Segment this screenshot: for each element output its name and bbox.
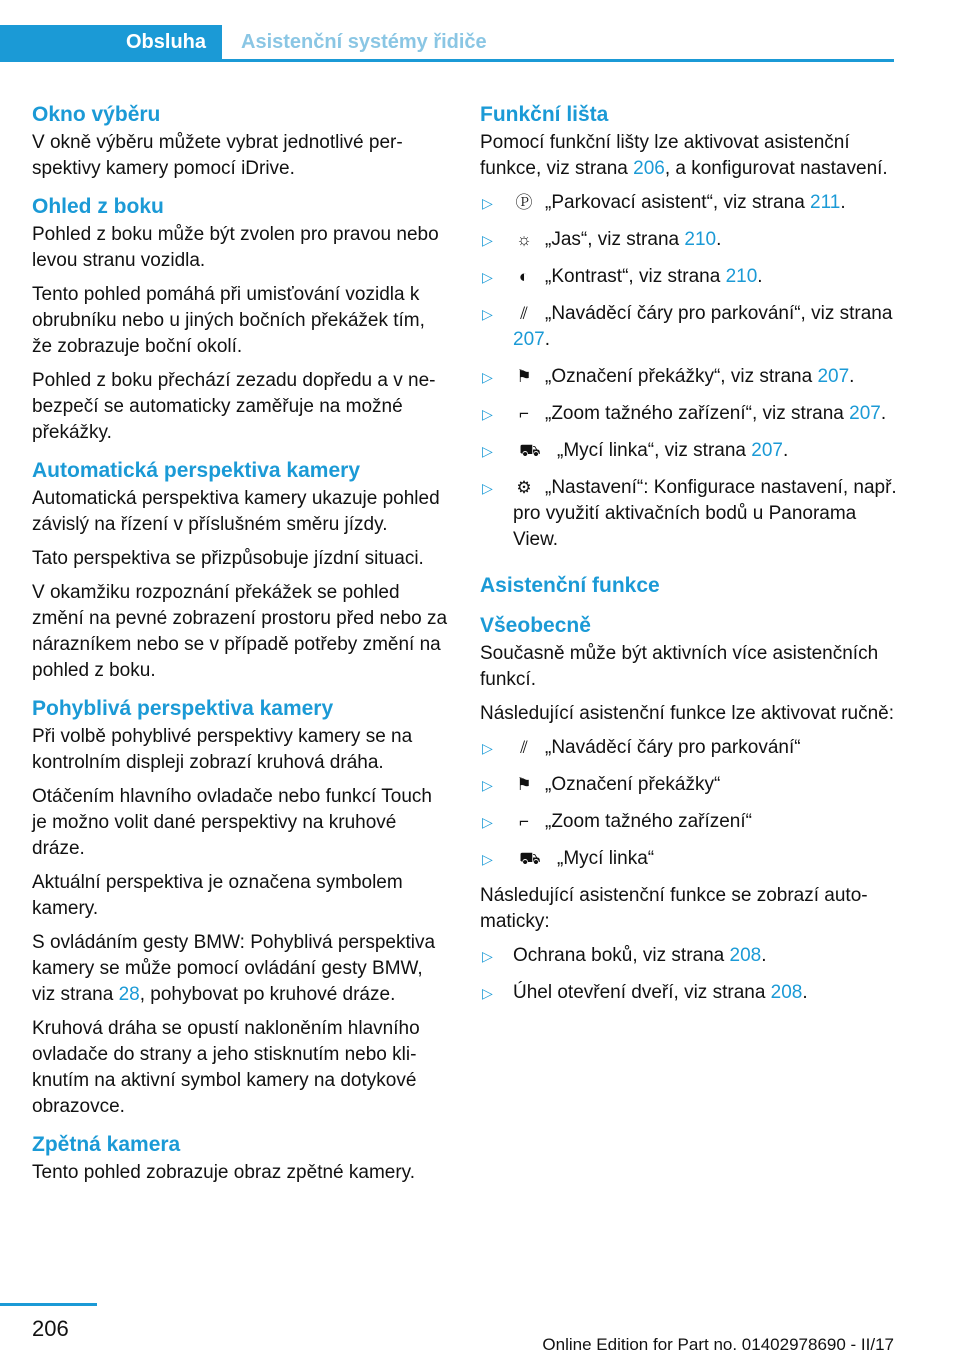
- paragraph: Tento pohled pomáhá při umisťování vozidla k obrubníku nebo u jiných bočních překážek tím, že zobrazuje boční okolí.: [32, 284, 425, 357]
- page-link[interactable]: 208: [770, 982, 803, 1003]
- contrast-icon: ◐: [518, 267, 530, 286]
- obstacle-marking-icon: ⚑: [516, 367, 532, 386]
- item-tail: .: [782, 440, 789, 461]
- list-item: [480, 264, 905, 290]
- manual-functions-list: [480, 735, 905, 872]
- parking-lines-icon: ⫽: [520, 304, 528, 323]
- page-link[interactable]: 206: [633, 158, 665, 179]
- paragraph: Pohled z boku přechází zezadu dopředu a v nebezpečí se automaticky zaměřuje na možné překážky.: [32, 370, 436, 443]
- item-text: „Mycí linka“, viz strana: [557, 440, 752, 461]
- page-link[interactable]: 207: [817, 366, 850, 387]
- edition-note: Online Edition for Part no. 01402978690 - II/17: [542, 1335, 894, 1354]
- item-tail: .: [757, 266, 763, 287]
- text: , a konfigurovat nastavení.: [664, 158, 888, 179]
- automatic-functions-list: [480, 943, 905, 1006]
- paragraph: Následující asistenční funkce se zobrazí automaticky:: [480, 885, 868, 932]
- item-text: „Zoom tažného zařízení“: [545, 811, 752, 832]
- paragraph: V okamžiku rozpoznání překážek se pohled změní na pevné zobrazení prostoru před nebo za nárazníkem nebo se v případě potřeby změní na pohled z boku.: [32, 582, 448, 681]
- paragraph: Kruhová dráha se opustí nakloněním hlavního ovladače do strany a jeho stisknutím nebo kliknutím na aktivní symbol kamery na dotykové obrazovce.: [32, 1018, 420, 1117]
- page-link[interactable]: 207: [751, 440, 783, 461]
- tab-section-label: Asistenční systémy řidiče: [241, 31, 487, 53]
- car-wash-icon: ⛟: [519, 849, 541, 868]
- item-text: „Nastavení“: Konfigurace nastavení, např. pro využití aktivačních bodů u Panorama View.: [513, 477, 897, 550]
- heading-function-bar: Funkční lišta: [480, 103, 609, 126]
- paragraph: Aktuální perspektiva je označena symbolem kamery.: [32, 872, 403, 919]
- function-bar-list: [480, 190, 905, 553]
- page-link[interactable]: 208: [729, 945, 762, 966]
- page-link[interactable]: 210: [684, 229, 717, 250]
- heading-rear-camera: Zpětná kamera: [32, 1133, 181, 1156]
- trailer-hitch-zoom-icon: ⌐: [519, 812, 529, 831]
- tab-obsluha-label: Obsluha: [125, 31, 206, 53]
- paragraph: [480, 130, 905, 182]
- list-item: [480, 190, 905, 216]
- heading-movable-perspective: Pohyblivá perspektiva kamery: [32, 697, 334, 720]
- item-text: „Parkovací asistent“, viz strana: [545, 192, 811, 213]
- paragraph: Pohled z boku může být zvolen pro pravou nebo levou stranu vozidla.: [32, 224, 439, 271]
- list-item: [480, 943, 905, 969]
- text: , pohybovat po kruhové dráze.: [139, 984, 396, 1005]
- item-text: Ochrana boků, viz strana: [513, 945, 730, 966]
- item-text: „Naváděcí čáry pro parkování“: [545, 737, 801, 758]
- item-tail: .: [761, 945, 767, 966]
- item-tail: .: [849, 366, 855, 387]
- heading-assist-functions: Asistenční funkce: [480, 574, 660, 597]
- list-item: [480, 772, 905, 798]
- item-tail: .: [802, 982, 808, 1003]
- brightness-icon: ☼: [516, 230, 532, 249]
- paragraph: V okně výběru můžete vybrat jednotlivé perspektivy kamery pomocí iDrive.: [32, 132, 403, 179]
- item-text: „Označení překážky“, viz strana: [545, 366, 818, 387]
- list-item: [480, 735, 905, 761]
- paragraph: Tento pohled zobrazuje obraz zpětné kamery.: [32, 1162, 416, 1183]
- page-link[interactable]: 207: [513, 329, 545, 350]
- page-number: 206: [32, 1316, 69, 1341]
- item-tail: .: [716, 229, 722, 250]
- list-item: [480, 227, 905, 253]
- heading-selection-window: Okno výběru: [32, 103, 161, 126]
- tab-section[interactable]: [222, 25, 894, 62]
- item-tail: .: [880, 403, 887, 424]
- parking-assistant-icon: Ⓟ: [515, 193, 533, 212]
- settings-icon: ⚙: [516, 478, 532, 497]
- trailer-hitch-zoom-icon: ⌐: [519, 404, 529, 423]
- paragraph: Současně může být aktivních více asistenčních funkcí.: [480, 643, 879, 690]
- list-item: [480, 438, 905, 464]
- paragraph: Otáčením hlavního ovladače nebo funkcí Touch je možno volit dané perspektivy na kruhové dráze.: [32, 786, 432, 859]
- item-tail: .: [544, 329, 550, 350]
- item-text: „Označení překážky“: [545, 774, 721, 795]
- item-text: „Kontrast“, viz strana: [545, 266, 726, 287]
- paragraph: Tato perspektiva se přizpůsobuje jízdní situaci.: [32, 548, 424, 569]
- footer-divider: [0, 1303, 97, 1306]
- item-text: „Mycí linka“: [557, 848, 655, 869]
- list-item: [480, 809, 905, 835]
- car-wash-icon: ⛟: [519, 441, 541, 460]
- tab-obsluha[interactable]: [0, 25, 222, 62]
- paragraph: [32, 930, 450, 1008]
- obstacle-marking-icon: ⚑: [516, 775, 532, 794]
- list-item: [480, 364, 905, 390]
- list-item: [480, 475, 905, 553]
- list-item: [480, 980, 905, 1006]
- item-text: Úhel otevření dveří, viz strana: [513, 982, 771, 1003]
- item-text: „Zoom tažného zařízení“, viz strana: [545, 403, 850, 424]
- right-column: [480, 100, 905, 1017]
- parking-lines-icon: ⫽: [520, 738, 528, 757]
- page-link[interactable]: 207: [849, 403, 881, 424]
- page-link[interactable]: 28: [118, 984, 140, 1005]
- list-item: [480, 401, 905, 427]
- heading-general: Všeobecně: [480, 614, 591, 637]
- text: Pomocí funkční lišty lze aktivovat asistenční funkce, viz strana: [480, 132, 850, 179]
- list-item: [480, 301, 905, 353]
- paragraph: Při volbě pohyblivé perspektivy kamery se na kontrolním displeji zobrazí kruhová dráha.: [32, 726, 413, 773]
- left-column: [32, 100, 450, 1194]
- list-item: [480, 846, 905, 872]
- page-link[interactable]: 210: [725, 266, 758, 287]
- text: S ovládáním gesty BMW: Pohyblivá perspektiva kamery se může pomocí ovládání gesty BMW, viz strana: [32, 932, 436, 1005]
- page-link[interactable]: 211: [810, 192, 841, 213]
- heading-automatic-perspective: Automatická perspektiva kamery: [32, 459, 360, 482]
- item-text: „Naváděcí čáry pro parkování“, viz strana: [545, 303, 893, 324]
- paragraph: Následující asistenční funkce lze aktivovat ručně:: [480, 703, 894, 724]
- page-header: [0, 25, 960, 62]
- paragraph: Automatická perspektiva kamery ukazuje pohled závislý na řízení v příslušném směru jízdy.: [32, 488, 440, 535]
- item-tail: .: [840, 192, 846, 213]
- heading-side-view: Ohled z boku: [32, 195, 164, 218]
- item-text: „Jas“, viz strana: [545, 229, 685, 250]
